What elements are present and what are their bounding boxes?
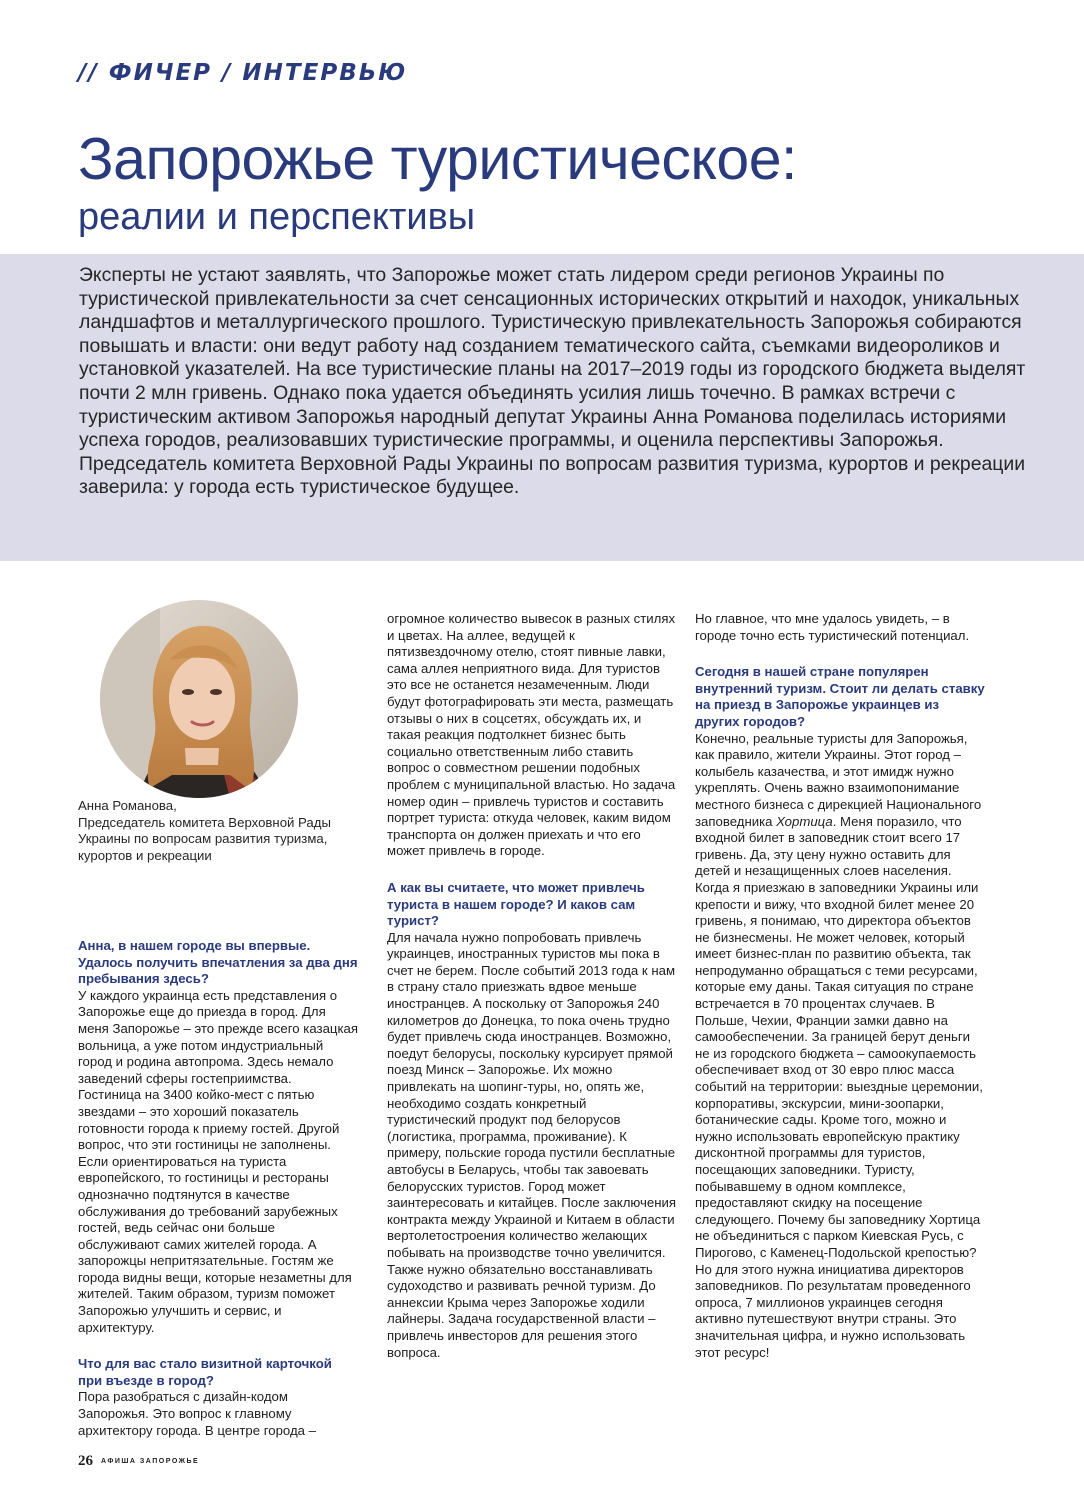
text-column-2 — [387, 611, 677, 1361]
answer-4 — [695, 731, 985, 1362]
text-column-1 — [78, 938, 358, 1439]
portrait-caption — [78, 798, 338, 864]
answer-2: Пора разобраться с дизайн-кодом Запорожья. Это вопрос к главному архитектору города. В центре города – — [78, 1389, 316, 1438]
lead-paragraph: Эксперты не устают заявлять, что Запорожье может стать лидером среди регионов Украины по туристической привлекательности за счет сенсационных исторических открытий и находок, уникальных ландшафтов и металлургического прошлого. Туристическую привлекательность Запорожья собираются повышать и власти: они ведут работу над созданием тематического сайта, съемками видеороликов и установкой указателей. На все туристические планы на 2017–2019 годы из городского бюджета выделят почти 2 млн гривень. Однако пока удается объединять усилия лишь точечно. В рамках встречи с туристическим активом Запорожья народный депутат Украины Анна Романова поделилась историями успеха городов, реализовавших туристические программы, и оценила перспективы Запорожья. Председатель комитета Верховной Рады Украины по вопросам развития туризма, курортов и рекреации заверила: у города есть туристическое будущее. — [79, 264, 1026, 499]
question-2: Что для вас стало визитной карточкой при въезде в город? — [78, 1356, 332, 1388]
page-number: 26 — [78, 1453, 93, 1469]
portrait-illustration — [100, 600, 298, 798]
answer-3-continued: Но главное, что мне удалось увидеть, – в городе точно есть туристический потенциал. — [695, 611, 970, 643]
article-subtitle: реалии и перспективы — [78, 196, 476, 238]
answer-4-italic: Хортица — [776, 813, 833, 829]
answer-4-part-2: . Меня поразило, что входной билет в заповедник стоит всего 17 гривень. Да, эту цену нужно оставить для детей и незащищенных слоев населения. Когда я приезжаю в заповедники Украины или крепости и вижу, что входной билет менее 20 гривень, я понимаю, что директора объектов не бизнесмены. Не может человек, который имеет бизнес-план по развитию объекта, так непродуманно обращаться с теми ресурсами, которые ему даны. Такая ситуация по стране встречается в 70 процентах случаев. В Польше, Чехии, Франции замки давно на самообеспечении. За границей берут деньги не из городского бюджета – самоокупаемость обеспечивает вход от 30 евро плюс масса событий на территории: выездные церемонии, корпоративы, экскурсии, мини-зоопарки, ботанические сады. Кроме того, можно и нужно использовать европейскую практику дисконтной программы для туристов, посещающих заповедники. Туристу, побывавшему в одном комплексе, предоставляют скидку на посещение следующего. Почему бы заповеднику Хортица не объединиться с парком Киевская Русь, с Пирогово, с Каменец-Подольской крепостью? Но для этого нужна инициатива директоров заповедников. По результатам проведенного опроса, 7 миллионов украинцев сегодня активно путешествуют внутри страны. Это значительная цифра, и нужно использовать этот ресурс! — [695, 813, 983, 1360]
caption-name: Анна Романова, — [78, 798, 177, 813]
answer-1: У каждого украинца есть представления о Запорожье еще до приезда в город. Для меня Запорожье – это прежде всего казацкая вольница, а уже потом индустриальный город и родина автопрома. Здесь немало заведений сферы гостеприимства. Гостиница на 3400 койко-мест с пятью звездами – это хороший показатель готовности города к приему гостей. Другой вопрос, что эти гостиницы не заполнены. Если ориентироваться на туриста европейского, то гостиницы и рестораны однозначно подтянутся в качестве обслуживания до требований зарубежных гостей, ведь сейчас они больше обслуживают самих жителей города. А запорожцы непритязательные. Гостям же города видны вещи, которые незаметны для жителей. Таким образом, туризм поможет Запорожью улучшить и сервис, и архитектуру. — [78, 987, 358, 1335]
portrait-photo — [100, 600, 298, 798]
article-title: Запорожье туристическое: — [78, 126, 797, 192]
question-1: Анна, в нашем городе вы впервые. Удалось получить впечатления за два дня пребывания здесь? — [78, 938, 358, 987]
publication-name: АФИША ЗАПОРОЖЬЕ — [101, 1458, 200, 1465]
answer-3: Для начала нужно попробовать привлечь украинцев, иностранных туристов мы пока в счет не берем. После событий 2013 года к нам в страну стало приезжать вдвое меньше иностранцев. А поскольку от Запорожья 240 километров до Донецка, то пока очень трудно будет привлечь сюда иностранцев. Возможно, поедут белорусы, поскольку курсирует прямой поезд Минск – Запорожье. Их можно привлекать на шопинг-туры, но, опять же, необходимо создать конкретный туристический продукт под белорусов (логистика, программа, проживание). К примеру, польские города пустили бесплатные автобусы в Беларусь, чтобы так завоевать белорусских туристов. Город может заинтересовать и китайцев. После заключения контракта между Украиной и Китаем в области вертолетостроения количество желающих побывать на производстве точно увеличится. Также нужно обязательно восстанавливать судоходство и развивать речной туризм. До аннексии Крыма через Запорожье ходили лайнеры. Задача государственной власти – привлечь инвесторов для решения этого вопроса. — [387, 929, 676, 1360]
text-column-3 — [695, 611, 985, 1361]
caption-role: Председатель комитета Верховной Рады Украины по вопросам развития туризма, курортов и рекреации — [78, 814, 331, 863]
question-3: А как вы считаете, что может привлечь туриста в нашем городе? И каков сам турист? — [387, 879, 645, 929]
answer-4-part-1: Конечно, реальные туристы для Запорожья, как правило, жители Украины. Этот город – колыбель казачества, и этот имидж нужно укреплять. Очень важно взаимопонимание местного бизнеса с дирекцией Национального заповедника — [695, 730, 982, 829]
page-footer — [78, 1452, 199, 1470]
section-tag: // ФИЧЕР / ИНТЕРВЬЮ — [78, 60, 408, 86]
answer-2-continued: огромное количество вывесок в разных стилях и цветах. На аллее, ведущей к пятизвездочному отелю, стоят пивные лавки, сама аллея неприятного вида. Для туристов это все не останется незамеченным. Люди будут фотографировать эти места, размещать отзывы о них в соцсетях, обсуждать их, и такая реакция подтолкнет бизнес быть социально ответственным либо ставить вопрос о совместном решении подобных проблем с муниципальной властью. Но задача номер один – привлечь туристов и составить портрет туриста: откуда человек, каким видом транспорта он должен приехать и что его может привлечь в городе. — [387, 611, 676, 859]
question-4: Сегодня в нашей стране популярен внутренний туризм. Стоит ли делать ставку на приезд в Запорожье украинцев из других городов? — [695, 664, 985, 729]
